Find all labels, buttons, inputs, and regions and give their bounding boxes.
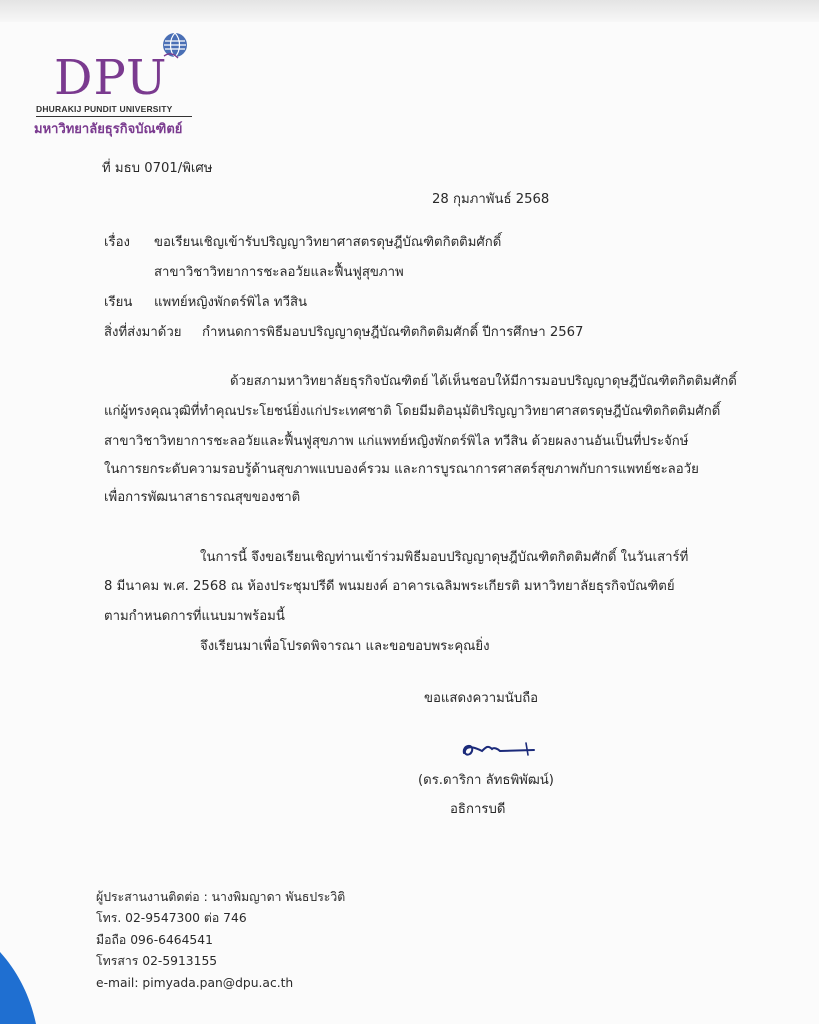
logo-divider <box>36 116 192 117</box>
closing-request: จึงเรียนมาเพื่อโปรดพิจารณา และขอขอบพระคุณยิ่ง <box>200 639 490 654</box>
recipient-name: แพทย์หญิงพักตร์พิไล ทวีสิน <box>154 295 308 310</box>
subject-line-1: ขอเรียนเชิญเข้ารับปริญญาวิทยาศาสตรดุษฎีบัณฑิตกิตติมศักดิ์ <box>154 235 502 250</box>
complimentary-close: ขอแสดงความนับถือ <box>424 691 539 706</box>
letter-date: 28 กุมภาพันธ์ 2568 <box>432 192 550 207</box>
enclosure-label: สิ่งที่ส่งมาด้วย <box>104 325 182 340</box>
corner-decoration <box>0 944 60 1024</box>
signatory-name: (ดร.ดาริกา ลัทธพิพัฒน์) <box>418 773 554 788</box>
paragraph-line: ในการนี้ จึงขอเรียนเชิญท่านเข้าร่วมพิธีมอบปริญญาดุษฎีบัณฑิตกิตติมศักดิ์ ในวันเสาร์ที่ <box>200 550 689 565</box>
paragraph-line: เพื่อการพัฒนาสาธารณสุขของชาติ <box>104 490 301 505</box>
paragraph-line: ตามกำหนดการที่แนบมาพร้อมนี้ <box>104 609 285 624</box>
recipient-label: เรียน <box>104 295 133 310</box>
subject-label: เรื่อง <box>104 235 130 250</box>
signature-scribble <box>458 735 538 765</box>
paragraph-line: 8 มีนาคม พ.ศ. 2568 ณ ห้องประชุมปรีดี พนมยงค์ อาคารเฉลิมพระเกียรติ มหาวิทยาลัยธุรกิจบัณฑิตย์ <box>104 579 675 594</box>
university-name-th: มหาวิทยาลัยธุรกิจบัณฑิตย์ <box>34 122 183 137</box>
paragraph-line: สาขาวิชาวิทยาการชะลอวัยและฟื้นฟูสุขภาพ แก่แพทย์หญิงพักตร์พิไล ทวีสิน ด้วยผลงานอันเป็นที่ประจักษ์ <box>104 434 689 449</box>
signatory-title: อธิการบดี <box>450 802 506 817</box>
contact-mobile: มือถือ 096-6464541 <box>96 933 213 947</box>
contact-email: e-mail: pimyada.pan@dpu.ac.th <box>96 976 294 990</box>
logo-text: DPU <box>54 50 168 106</box>
contact-fax: โทรสาร 02-5913155 <box>96 954 218 968</box>
scan-top-strip <box>0 0 819 22</box>
paragraph-line: แก่ผู้ทรงคุณวุฒิที่ทำคุณประโยชน์ยิ่งแก่ประเทศชาติ โดยมีมติอนุมัติปริญญาวิทยาศาสตรดุษฎีบัณฑิตกิตติมศักดิ์ <box>104 404 721 419</box>
university-logo <box>32 30 202 140</box>
contact-phone: โทร. 02-9547300 ต่อ 746 <box>96 911 247 925</box>
paragraph-line: ด้วยสภามหาวิทยาลัยธุรกิจบัณฑิตย์ ได้เห็นชอบให้มีการมอบปริญญาดุษฎีบัณฑิตกิตติมศักดิ์ <box>230 374 737 389</box>
university-name-en: DHURAKIJ PUNDIT UNIVERSITY <box>36 104 173 114</box>
subject-line-2: สาขาวิชาวิทยาการชะลอวัยและฟื้นฟูสุขภาพ <box>154 265 404 280</box>
enclosure-text: กำหนดการพิธีมอบปริญญาดุษฎีบัณฑิตกิตติมศักดิ์ ปีการศึกษา 2567 <box>202 325 584 340</box>
contact-coordinator: ผู้ประสานงานติดต่อ : นางพิมญาดา พันธประวิติ <box>96 890 346 904</box>
paragraph-line: ในการยกระดับความรอบรู้ด้านสุขภาพแบบองค์รวม และการบูรณาการศาสตร์สุขภาพกับการแพทย์ชะลอวัย <box>104 462 699 477</box>
reference-number: ที่ มธบ 0701/พิเศษ <box>102 161 213 176</box>
